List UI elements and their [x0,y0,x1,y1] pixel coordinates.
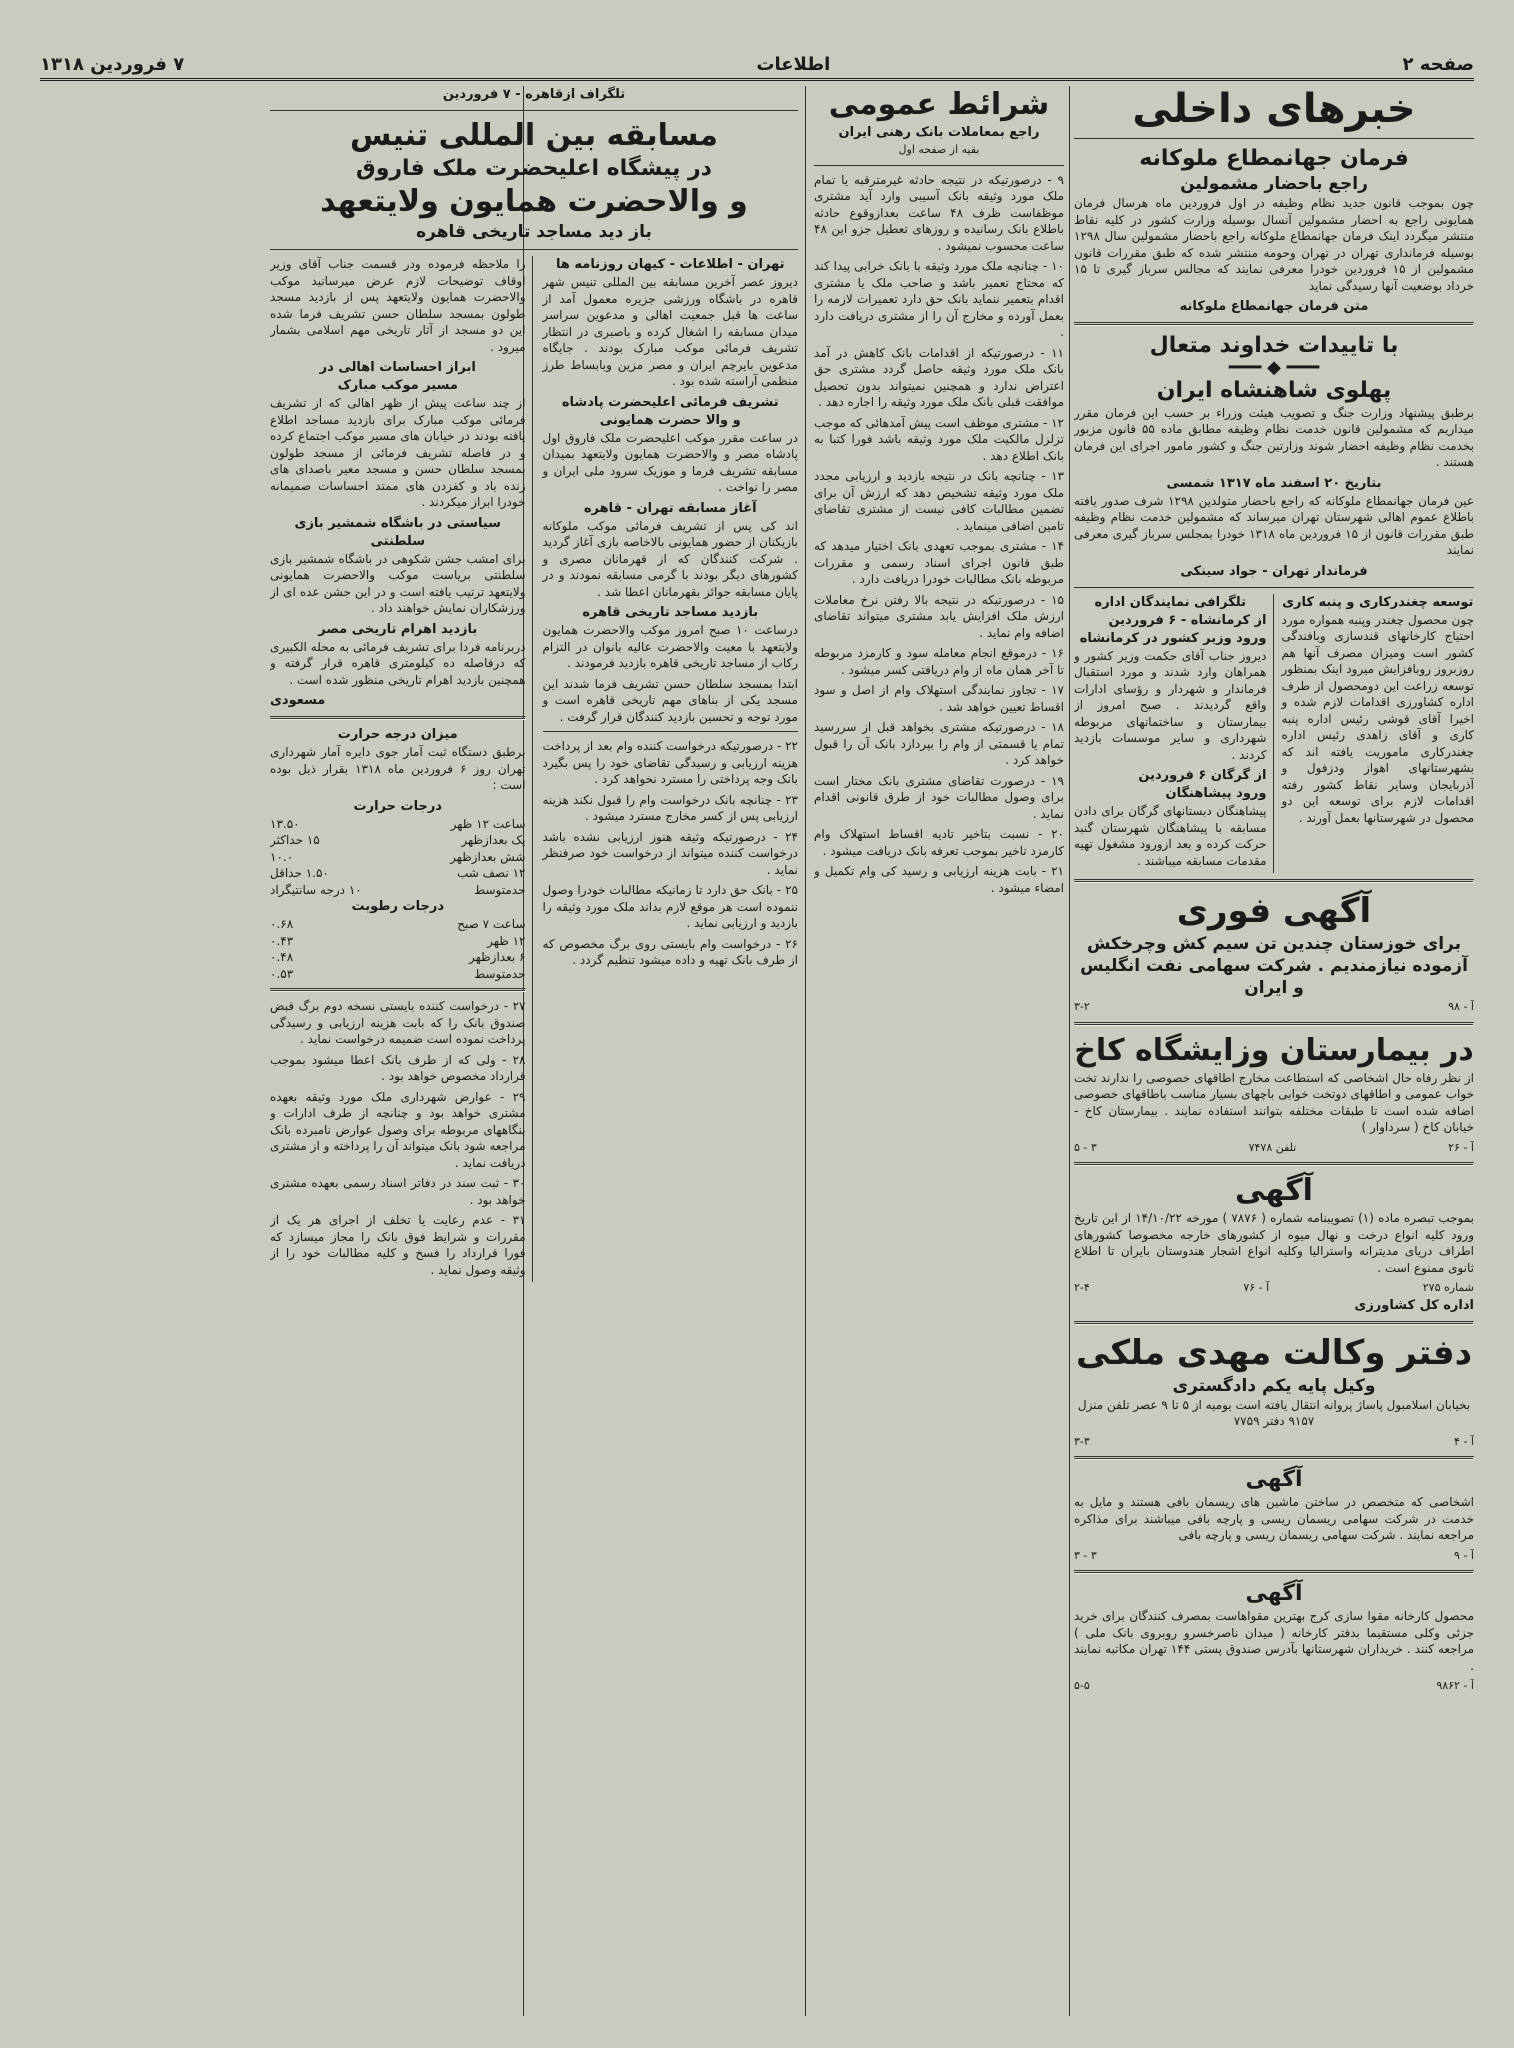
bank-term-item: ۲۴ - درصورتیکه وثیقه هنوز ارزیابی نشده باشد درخواست کننده میتواند از درخواست خود صرفنظر نماید . [542,829,798,877]
cotton-article [1282,594,1475,874]
telegram-sub-1: ورود وزیر کشور در کرمانشاه [1079,630,1267,646]
column-domestic-news [1074,86,1474,2016]
telegram-header: تلگراف ازقاهره - ۷ فروردین [442,87,626,102]
ad-num: ۲-۴ [1074,1281,1090,1294]
decree-title: فرمان جهانمطاع ملوکانه [1139,146,1409,171]
ad-ref: آ - ۲۶ [1448,1140,1474,1154]
decree-intro: چون بموجب قانون جدید نظام وظیفه در اول فروردین ماه هرسال فرمان همایونی راجع به احضار مشمولین آنسال بوسیله وزارت کشور در کلیه نقاط منتشر میگردد اینک فرمان جهانمطاع ملوکانه راجع باحضار مشمولین سال ۱۲۹۸ بوسیله فرمانداری تهران در تهران وحومه منتشر شده که طبق مقررات قانون مشمولین از ۱۵ فروردین خودرا معرفی نمایند که مجالس سرباز گیری تا ۱۵ خرداد بوضعیت آنها رسیدگی نماید [1074,196,1474,293]
cairo-right-head-2: مسیر موکب مبارک [337,378,458,393]
decree-subtitle: راجع باحضار مشمولین [1180,174,1368,194]
ad-lawyer-footer [1074,1434,1474,1451]
ad-lawyer-body: بخیابان اسلامبول پاساژ پروانه انتقال یافته است یومیه از ۵ تا ۹ عصر تلفن منزل ۹۱۵۷ دفتر ۷۷۵۹ [1077,1397,1471,1428]
temp-label: شش بعدازظهر [450,849,526,864]
cairo-right-para-3: برای امشب جشن شکوهی در باشگاه شمشیر بازی سلطنتی بریاست موکب والاحضرت همایونی ولایتعهد ترتیب یافته است و در این جشن عده ای از ورزشکاران نمایش خواهند داد . [270,551,526,615]
hum-label: حدمتوسط [474,966,526,981]
ad-cardboard-footer [1074,1678,1474,1695]
ad-num: ۳ - ۳ [1074,1548,1097,1562]
bank-term-item: ۲۶ - درخواست وام بایستی روی برگ مخصوص که از طرف بانک تهیه و داده میشود تنظیم گردد . [542,936,798,967]
cairo-right-head-3: سیاستی در باشگاه شمشیر بازی سلطنتی [294,515,501,549]
humidity-subtitle: درجات رطوبت [351,899,445,914]
telegram-body-1: دیروز جناب آقای حکمت وزیر کشور و همراهان وارد شدند و مورد استقبال فرماندار و شهردار و رؤسای ادارات واقع گردیدند . صبح امروز از بیمارستان و ساختمانهای مربوطه شهرداری و سایر موسسات بازدید کردند . [1074,648,1267,762]
ad-ref: آ - ۴ [1454,1434,1474,1448]
page-date: ۷ فروردین ۱۳۱۸ [40,53,185,75]
telegram-from-2: از گرگان ۶ فروردین [1138,768,1267,783]
cairo-sub-d: آغاز مسابقه تهران - قاهره [583,500,757,516]
decree-text-label: متن فرمان جهانمطاع ملوکانه [1179,299,1369,314]
humidity-row [270,966,526,983]
temperature-title: میزان درجه حرارت [337,727,458,742]
telegram-from-1: از کرمانشاه - ۶ فروردین [1108,612,1267,628]
term-item: ۱۹ - درصورت تقاضای مشتری بانک مختار است برای وصول مطالبات خود از طرق قانونی اقدام نماید . [814,773,1064,821]
signature: فرماندار تهران - جواد سینکی [1180,563,1368,579]
cairo-para-b: در ساعت مقرر موکب اعلیحضرت ملک فاروق اول پادشاه مصر و والاحضرت همایون ولایتعهد بمیدان مسابقه تشریف فرما و موزیک سرود ملی ایران و مصر را نواخت . [542,430,798,494]
bank-term-item: ۲۲ - درصورتیکه درخواست کننده وام بعد از پرداخت هزینه ارزیابی و رسیدگی تقاضای خود را پس بگیرد بانک وجه پرداختی را مسترد نخواهد کرد . [542,739,798,786]
term-item: ۱۷ - تجاوز نمایندگی استهلاک وام از اصل و سود اقساط تعیین خواهد شد . [814,683,1064,714]
temperature-row [270,816,526,833]
invocation: با تاییدات خداوند متعال [1149,333,1399,358]
ad-ref: آ - ۹ [1454,1548,1474,1562]
temp-value: ۱۵ حداکثر [270,833,320,847]
ad-num: ۵-۵ [1074,1679,1090,1692]
temp-value: ۱۰ درجه سانتیگراد [270,882,362,897]
temperature-row [270,832,526,849]
temp-label: یک بعدازظهر [461,833,526,847]
temperature-row [270,865,526,882]
ad-agri-footer [1074,1280,1474,1297]
ad-agri-body: بموجب تبصره ماده (۱) تصویبنامه شماره ( ۷۸۷۶ ) مورخه ۱۴/۱۰/۲۲ از این تاریخ ورود کلیه انواع درخت و نهال میوه از کشورهای خارجه مخصوصا کشورهای اطراف دریای مدیترانه واسترالیا وکلیه انواع اشجار هندوستان بایران تا اطلاع ثانوی ممنوع است . [1074,1211,1474,1275]
ad-urgent-body: برای خوزستان چندین تن سیم کش وچرخکش آزموده نیازمندیم . شرکت سهامی نفت انگلیس و ایران [1080,934,1468,998]
cairo-title-4: باز دید مساجد تاریخی قاهره [416,222,652,242]
temperature-row [270,849,526,866]
cairo-right-para-2: از چند ساعت پیش از ظهر اهالی که از تشریف فرمائی موکب مبارک برای بازدید مساجد اطلاع یافته بودند در خیابان های مسیر موکب اجتماع کرده و در فاصله تشریف فرمائی از مسجد طولون بمسجد سلطان حسن و مسجد معیر باصدای های زنده باد و کفزدن های ممتد احساسات صمیمانه خودرا ابراز میکردند . [270,396,526,509]
term-item: ۲۰ - نسبت بتاخیر تادیه اقساط استهلاک وام کارمزد تاخیر بموجب تعرفه بانک دریافت میشود . [814,827,1064,858]
bank-term-item: ۲۳ - چنانچه بانک درخواست وام را قبول نکند هزینه ارزیابی پس از کسر مخارج مسترد میشود . [542,792,798,823]
bank-term-item: ۲۵ - بانک حق دارد تا زمانیکه مطالبات خودرا وصول ننموده است هر موقع لازم بداند ملک مورد وثیقه را بازدید و ارزیابی نماید . [542,883,798,930]
cotton-body: چون محصول چغندر وپنبه همواره مورد احتیاج کارخانهای قندسازی وبافندگی کشور است ومیزان مصرف آنها هم روزبروز روبافزایش میرود اینک بمنظور توسعه زراعت این دومحصول از طرف اداره کشاورزی اقدامات لازم شده و اخیرا آقای قوشی رئیس اداره پنبه کاری و آقای زاهدی رئیس اداره چغندرکاری ماموریت یافته اند که بشهرستانهای اهواز ودزفول و آذربایجان وسایر نقاط کشور رفته اقدامات لازم برای توسعه این دو محصول در شهرستانها بعمل آورند . [1281,612,1474,825]
page-header [40,50,1474,81]
cairo-right-para-4: دربرنامه فردا برای تشریف فرمائی به محله الکبیری که درفاصله ده کیلومتری قاهره قرار گرفته و همچنین بازدید اهرام تاریخی منظور شده است . [270,639,526,687]
cairo-title-2: در پیشگاه اعلیحضرت ملک فاروق [356,156,712,181]
cairo-para-a: دیروز عصر آخرین مسابقه بین المللی تنیس شهر قاهره در باشگاه ورزشی جزیره معمول آمد از ساعت ها قبل جمعیت اهالی و مدعوین سراسر میدان مسابقه را اشغال کرده و باصبری در انتظار تشریف فرمائی موکب مبارک بودند . جایگاه مدعوین بایرچم ایران و مصر مزین وبابساط طرز منظمی آراسته شده بود . [542,275,798,388]
hum-label: ساعت ۷ صبح [457,917,526,931]
column-cairo-news [270,86,798,2016]
ad-ref: آ - ۷۶ [1243,1281,1270,1294]
hum-label: ۱۲ ظهر [487,933,526,948]
term-item: ۱۰ - چنانچه ملک مورد وثیقه با بانک خرابی پیدا کند که محتاج تعمیر باشد و صاحب ملک یا مشتری اقدام بتعمیر ننماید بانک حق دارد تعمیرات لازمه را بعمل آورده و مخارج آن را از مشتری دریافت دارد . [814,259,1064,339]
ad-hospital-title: در بیمارستان وزایشگاه کاخ [1074,1032,1474,1068]
decree-body: برطبق پیشنهاد وزارت جنگ و تصویب هیئت وزراء بر حسب این فرمان مقرر میداریم که مشمولین قانون خدمت نظام وظیفه مطابق ماده ۵۵ قانون مزبور بخدمت نظام وظیفه احضار شوند وزارتین جنگ و کشور مامور اجرای این فرمان هستند . [1074,405,1474,469]
term-item: ۹ - درصورتیکه در نتیجه حادثه غیرمترقبه یا تمام ملک مورد وثیقه بانک آسیبی وارد آید مشتری موظفاست ظرف ۴۸ ساعت بعدازوقوع حادثه باطلاع بانک رسانیده و روزهای تعطیل جزو این ۴۸ ساعت محسوب نمیشود . [814,172,1064,253]
term-item: ۱۳ - چنانچه بانک در نتیجه بازدید و ارزیابی مجدد ملک مورد وثیقه تشخیص دهد که ارزش آن برای تضمین مطالبات کافی نیست از مشتری تقاضای تامین اضافی مینماید . [814,469,1064,533]
ad-hospital-body: از نظر رفاه حال اشخاصی که استطاعت مخارج اطاقهای خصوصی را ندارند تخت خواب عمومی و اطاقهای دوتخت خوابی باچهای بسیار مناسب باطاقهای خصوصی اضافه شده است تا طبقات مختلفه بتوانند استفاده نمایند . بیمارستان کاخ - خیابان کاخ ( سرداوار ) [1074,1070,1474,1134]
cairo-right-head-4: بازدید اهرام تاریخی مصر [318,621,478,637]
hum-value: ۰.۴۸ [270,950,294,964]
ad-ref: آ - ۹۸ [1448,1000,1474,1013]
ad-phone: تلفن ۷۴۷۸ [1248,1140,1297,1154]
temperature-row [270,882,526,899]
bank-term-item: ۲۷ - درخواست کننده بایستی نسخه دوم برگ قبض صندوق بانک را که بابت هزینه ارزیابی و رسیدگی پرداخت نموده است ضمیمه درخواست نماید . [270,999,526,1046]
temp-label: ۱۲ نصف شب [456,866,526,880]
bank-term-item: ۲۸ - ولی که از طرف بانک اعطا میشود بموجب قرارداد مخصوص خواهد بود . [270,1052,526,1083]
section-title: خبرهای داخلی [1132,86,1416,132]
humidity-row [270,933,526,950]
cotton-title: توسعه چغندرکاری و پنبه کاری [1282,594,1474,610]
humidity-row [270,949,526,966]
term-item: ۱۵ - درصورتیکه در نتیجه بالا رفتن نرخ معاملات ارزش ملک افزایش یابد مشتری میتواند تقاضای اضافه وام نماید . [814,592,1064,640]
cairo-subcolumn-right [543,256,799,1282]
temp-label: ساعت ۱۲ ظهر [450,816,526,831]
split-block [1074,594,1474,874]
cairo-subcolumn-left [270,256,533,1282]
cairo-sub-a: تهران - اطلاعات - کیهان روزنامه ها [555,257,785,272]
cairo-title-3: و والاحضرت همایون ولایتعهد [320,184,748,219]
temp-label: حدمتوسط [474,882,526,897]
ad-num: ۳-۲ [1074,1000,1090,1013]
announcement: عین فرمان جهانمطاع ملوکانه که راجع باحضار متولدین ۱۲۹۸ شرف صدور یافته باطلاع عموم اهالی شهرستان تهران میرساند که مشمولین خدمت نظام وظیفه طبق مقررات قانون از ۱۵ فروردین ماه ۱۳۱۸ خودرا بمجلس سرباز گیری معرفی نمایند [1074,493,1474,557]
hum-value: ۰.۶۸ [270,917,294,931]
term-item: ۲۱ - بابت هزینه ارزیابی و رسید کی وام تکمیل و امضاء میشود . [814,864,1064,895]
ad-lawyer-title: دفتر وکالت مهدی ملکی [1075,1332,1473,1373]
ad-urgent-footer [1074,999,1474,1016]
bank-term-item: ۳۰ - ثبت سند در دفاتر اسناد رسمی بعهده مشتری خواهد بود . [270,1176,526,1207]
bank-terms-title: شرائط عمومی [828,87,1050,122]
ad-cardboard-title: آگهی [1245,1581,1303,1606]
ad-textile-footer [1074,1548,1474,1565]
ornament-icon: ━━━ ◆ ━━━ [1228,357,1320,378]
term-item: ۱۲ - مشتری موظف است پیش آمدهائی که موجب تزلزل مالکیت ملک مورد وثیقه باشد فورا کتبا به بانک اطلاع دهد . [814,415,1064,463]
temp-value: ۱.۵۰ حداقل [270,866,329,880]
temp-value: ۱۳.۵۰ [270,816,300,831]
telegram-title: تلگرافی نمایندگان اداره [1094,594,1246,610]
ad-textile-body: اشخاصی که متخصص در ساختن ماشین های ریسمان بافی هستند و مایل به خدمت در شرکت سهامی ریسمان ریسی و پارچه بافی میباشند برای مذاکره مراجعه نمایند . شرکت سهامی ریسمان ریسی و پارچه بافی [1074,1495,1474,1542]
column-bank-terms [814,86,1064,2016]
ad-lawyer-subtitle: وکیل پایه یکم دادگستری [1172,1375,1376,1396]
ad-hospital-footer [1074,1140,1474,1157]
ad-num: ۳-۳ [1074,1434,1090,1448]
hum-value: ۰.۵۳ [270,966,294,981]
cairo-right-head-1: ابراز احساسات اهالی در [319,360,476,375]
cairo-subcolumns [270,256,798,1282]
cairo-sub-b: تشریف فرمائی اعلیحضرت پادشاه [561,394,779,410]
ad-textile-title: آگهی [1245,1467,1303,1492]
ad-num: ۳ - ۵ [1074,1140,1097,1154]
cairo-right-para-1: را ملاحظه فرموده ودر قسمت جناب آقای وزیر اوقاف توضیحات لازم عرض میرسانید موکب والاحضرت همایون ولایتعهد پس از بازدید مسجد طولون بمسجد سلطان حسن تشریف فرما شده این دو مسجد از آثار تاریخی مهم اسلامی بشمار میرود . [270,257,526,354]
temperature-intro: برطبق دستگاه ثبت آمار جوی دایره آمار شهرداری تهران روز ۶ فروردین ماه ۱۳۱۸ بقرار ذیل بوده است : [270,745,526,792]
page-number: صفحه ۲ [1402,53,1474,75]
ad-ref: آ - ۹۸۶۲ [1436,1679,1474,1692]
cairo-para-c: اند کی پس از تشریف فرمائی موکب ملوکانه بازیکنان از حضور همایونی بالاخاصه بازی آغاز گردید . شرکت کنندگان که از قهرمانان مصری و کشورهای دیگر بودند با گرمی مسابقه نمودند و در پایان مسابقه جوائز بقهرمانان اعطا شد . [542,518,798,599]
ad-agri-signature: اداره کل کشاورزی [1354,1297,1474,1313]
column-rule [805,86,806,2016]
telegram-body-2: پیشاهنگان دبستانهای گرگان برای دادن مسابقه با پیشاهنگان شهرستان گنبد حرکت کرده و بعد ازورود مشغول تهیه مقدمات مسابقه میباشند . [1074,804,1267,868]
ad-urgent-title: آگهی فوری [1176,891,1372,931]
term-item: ۱۸ - درصورتیکه مشتری بخواهد قبل از سررسید تمام یا قسمتی از وام را بپردازد بانک آن را قبول خواهد کرد . [814,720,1064,767]
king-title: پهلوی شاهنشاه ایران [1156,377,1392,403]
cairo-sub-e: بازدید مساجد تاریخی قاهره [582,605,759,620]
hum-label: ۶ بعدازظهر [468,950,526,964]
ad-agri-title: آگهی [1235,1173,1313,1208]
continued-note: بقیه از صفحه اول [898,143,980,156]
ad-cardboard-body: محصول کارخانه مقوا سازی کرج بهترین مقواهاست بمصرف کنندگان برای خرید جزئی وکلی مستقیما بدفتر کارخانه ( میدان ناصرخسرو روبروی بانک ملی ) مراجعه کنند . خریداران شهرستانها بآدرس صندوق پستی ۱۴۴ تهران مکاتبه نمایند . [1074,1609,1474,1673]
bank-terms-subtitle: راجع بمعاملات بانک رهنی ایران [838,125,1040,140]
hum-value: ۰.۴۳ [270,933,294,948]
ad-no: شماره ۲۷۵ [1422,1281,1474,1294]
humidity-row [270,916,526,933]
cairo-sub-c: و والا حضرت همایونی [599,412,741,428]
term-item: ۱۴ - مشتری بموجب تعهدی بانک اختیار میدهد که طبق قانون اجرای اسناد رسمی و مقررات مربوطه بانک مطالبات خودرا دریافت دارد . [814,539,1064,586]
column-rule [1069,86,1070,2016]
cairo-title-1: مسابقه بین المللی تنیس [350,118,718,153]
bank-term-item: ۳۱ - عدم رعایت یا تخلف از اجرای هر یک از مقررات و شرایط فوق بانک را مجاز میسازد که فورا قرارداد را فسخ و کلیه مطالبات خود را از وثیقه وصول نماید . [270,1213,526,1277]
paper-name: اطلاعات [756,53,831,75]
cairo-para-e: ابتدا بمسجد سلطان حسن تشریف فرما شدند این مسجد یکی از بناهای مهم تاریخی قاهره است و مورد توجه و تحسین بازدید کنندگان قرار گرفت . [542,676,798,724]
telegram-sub-2: ورود پیشاهنگان [1165,786,1267,801]
cairo-signature: مسعودی [270,693,326,708]
term-item: ۱۶ - درموقع انجام معامله سود و کارمزد مربوطه تا آخر همان ماه از وام دریافتی کسر میشود . [814,646,1064,677]
telegram-article [1074,594,1274,874]
temp-value: ۱۰.۰ [270,849,294,864]
term-item: ۱۱ - درصورتیکه از اقدامات بانک کاهش در آمد بانک ملک مورد وثیقه حاصل گردد مشتری حق اعتراض ندارد و همچنین نمیتواند بدون تحصیل موافقت قبلی بانک ملک مورد وثیقه را اجاره دهد . [814,345,1064,409]
temperature-subtitle: درجات حرارت [353,798,442,814]
cairo-para-d: درساعت ۱۰ صبح امروز موکب والاحضرت همایون ولایتعهد با معیت والاحضرت عالیه بانوان در التزام رکاب از مساجد تاریخی قاهره بازدید فرمودند . [542,623,798,670]
bank-term-item: ۲۹ - عوارض شهرداری ملک مورد وثیقه بعهده مشتری خواهد بود و چنانچه از طرف ادارات و بنگاههای مربوطه برای وصول عوارض نامبرده بانک مراجعه شود بانک میتواند آن را پرداخته و از مشتری دریافت نماید . [270,1089,526,1170]
decree-date: بتاریخ ۲۰ اسفند ماه ۱۳۱۷ شمسی [1166,475,1382,491]
